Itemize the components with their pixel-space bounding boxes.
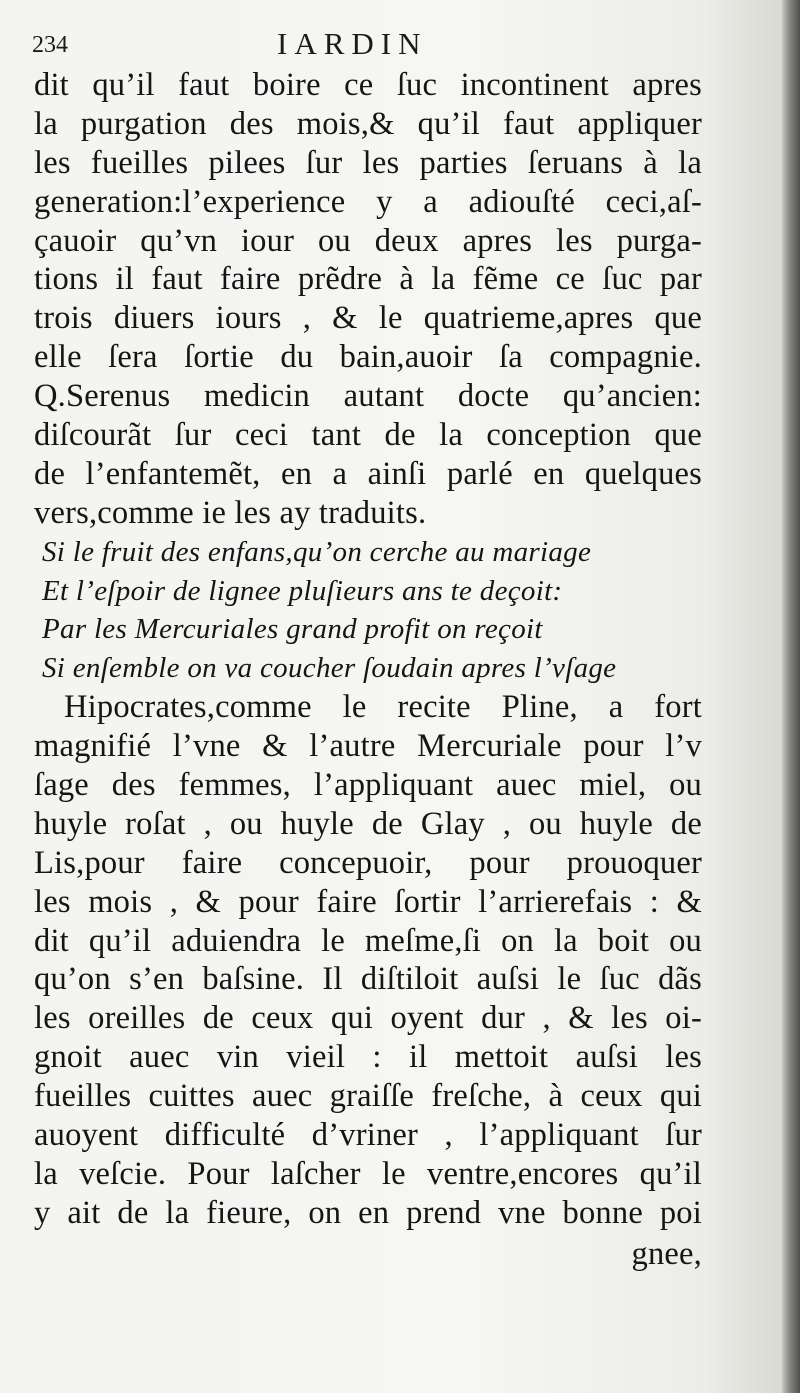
text-line: dit qu’il faut boire ce ſuc incontinent apres <box>34 67 702 103</box>
text-line: tions il faut faire prẽdre à la fẽme ce ſuc par <box>34 261 702 298</box>
running-head: IARDIN <box>277 26 428 61</box>
text-line: gnoit auec vin vieil : il mettoit auſsi les <box>34 1039 702 1076</box>
text-line: trois diuers iours , & le quatrieme,apres que <box>34 300 702 337</box>
text-line: huyle roſat , ou huyle de Glay , ou huyle de <box>34 805 702 842</box>
page-header <box>32 26 697 62</box>
text-line: vers,comme ie les ay traduits. <box>34 494 427 531</box>
text-line: generation:l’experience y a adiouſté ceci,aſ- <box>34 183 702 220</box>
text-line: ſage des femmes, l’appliquant auec miel, ou <box>34 767 702 804</box>
catchword: gnee, <box>631 1235 702 1272</box>
text-line: dit qu’il aduiendra le meſme,ſi on la boit ou <box>34 922 702 959</box>
text-line: la purgation des mois,& qu’il faut appliquer <box>34 105 702 142</box>
text-line: auoyent difficulté d’vriner , l’appliquant ſur <box>34 1117 702 1154</box>
verse-line: Et l’eſpoir de lignee pluſieurs ans te deçoit: <box>42 574 563 607</box>
verse-line: Par les Mercuriales grand profit on reçoit <box>42 613 543 646</box>
text-line: çauoir qu’vn iour ou deux apres les purga- <box>34 222 702 259</box>
verse-line: Si le fruit des enfans,qu’on cerche au mariage <box>42 535 592 568</box>
text-line: magnifié l’vne & l’autre Mercuriale pour l’v <box>34 728 702 765</box>
text-line: Q.Serenus medicin autant docte qu’ancien: <box>34 378 702 415</box>
text-line: qu’on s’en baſsine. Il diſtiloit auſsi le ſuc dãs <box>34 961 702 998</box>
text-line: la veſcie. Pour laſcher le ventre,encores qu’il <box>34 1155 702 1192</box>
text-line: fueilles cuittes auec graiſſe freſche, à ceux qui <box>34 1078 702 1115</box>
text-line: y ait de la fieure, on en prend vne bonne poi <box>34 1194 702 1231</box>
text-line: Lis,pour faire concepuoir, pour prouoquer <box>34 844 702 881</box>
text-line: diſcourãt ſur ceci tant de la conception que <box>34 417 702 454</box>
verse-line: Si enſemble on va coucher ſoudain apres l’vſage <box>42 652 617 685</box>
page-number: 234 <box>32 32 68 58</box>
text-line: les fueilles pilees ſur les parties ſeruans à la <box>34 144 702 181</box>
text-block <box>34 66 702 1274</box>
text-line: elle ſera ſortie du bain,auoir ſa compagnie. <box>34 339 702 376</box>
text-line: les oreilles de ceux qui oyent dur , & les oi- <box>34 1000 702 1037</box>
page-edge-shadow <box>782 0 800 1393</box>
text-line: les mois , & pour faire ſortir l’arrierefais : & <box>34 883 702 920</box>
text-line: de l’enfantemẽt, en a ainſi parlé en quelques <box>34 455 702 492</box>
text-line: Hipocrates,comme le recite Pline, a fort <box>64 689 702 726</box>
